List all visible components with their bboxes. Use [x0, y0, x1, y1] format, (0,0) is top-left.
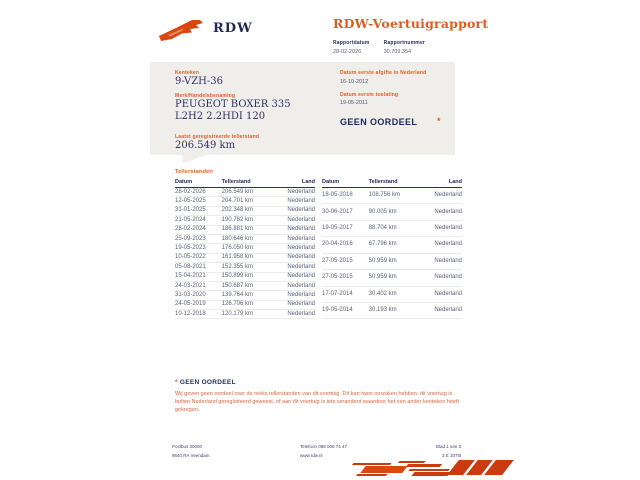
odometer-tables	[175, 179, 462, 319]
cell-tellerstand: 67.796 km	[369, 237, 416, 253]
table-row	[175, 234, 315, 243]
report-date-value: 28-02-2026	[333, 48, 362, 55]
cell-datum: 19-05-2014	[322, 302, 369, 319]
cell-tellerstand: 30.402 km	[369, 286, 416, 302]
cell-datum: 27-05-2015	[322, 253, 369, 269]
eerste-toelating-label: Datum eerste toelating	[340, 91, 399, 98]
cell-tellerstand: 190.782 km	[222, 216, 269, 225]
verdict-footnote	[175, 379, 466, 414]
footnote-heading	[175, 379, 466, 386]
panel-tail-decoration	[183, 155, 207, 163]
verdict-asterisk: *	[437, 116, 441, 126]
eerste-toelating-value: 19-05-2011	[340, 100, 368, 106]
cell-tellerstand: 150.687 km	[222, 281, 269, 290]
footnote-title: GEEN OORDEEL	[179, 379, 236, 386]
odometer-table-left	[175, 179, 315, 319]
cell-datum: 19-05-2023	[175, 244, 222, 253]
cell-datum: 21-05-2024	[175, 216, 222, 225]
cell-tellerstand: 176.050 km	[222, 244, 269, 253]
cell-datum: 27-05-2015	[322, 270, 369, 286]
table-row	[175, 281, 315, 290]
verdict-text: GEEN OORDEEL	[340, 117, 418, 127]
table-row	[322, 302, 462, 319]
table-row	[322, 204, 462, 220]
cell-datum: 28-02-2026	[175, 188, 222, 197]
vehicle-info-right	[340, 70, 452, 127]
cell-tellerstand: 126.706 km	[222, 300, 269, 309]
cell-tellerstand: 204.701 km	[222, 197, 269, 206]
cell-datum: 10-12-2018	[175, 310, 222, 319]
cell-land: Nederland	[415, 237, 462, 253]
cell-datum: 20-04-2016	[322, 237, 369, 253]
cell-tellerstand: 202.348 km	[222, 206, 269, 215]
cell-land: Nederland	[268, 263, 315, 272]
vehicle-info-left	[175, 70, 325, 152]
cell-tellerstand: 186.881 km	[222, 225, 269, 234]
table-row	[322, 270, 462, 286]
footer-page-info	[395, 444, 461, 458]
cell-land: Nederland	[268, 281, 315, 290]
cell-datum: 24-05-2019	[175, 300, 222, 309]
cell-tellerstand: 152.355 km	[222, 263, 269, 272]
cell-datum: 12-05-2025	[175, 197, 222, 206]
footer-contact	[300, 444, 347, 458]
report-number-value: 30.709.354	[383, 48, 412, 55]
cell-datum: 24-03-2021	[175, 281, 222, 290]
cell-tellerstand: 139.764 km	[222, 291, 269, 300]
table-row	[175, 300, 315, 309]
table-header-row	[322, 179, 462, 188]
stripe	[411, 472, 450, 476]
stripe	[360, 466, 407, 473]
cell-datum: 31-01-2025	[175, 206, 222, 215]
footer-address-line2: 9640 RA Veendam	[172, 452, 210, 458]
table-row	[322, 286, 462, 302]
report-number-label: Rapportnummer	[383, 40, 426, 46]
column-header-datum: Datum	[322, 179, 369, 188]
stripe-slash	[481, 460, 495, 475]
cell-tellerstand: 88.704 km	[369, 220, 416, 236]
table-row	[175, 272, 315, 281]
footnote-text: Wij geven geen oordeel over de reeks tellerstanden van dit voertuig. Dit kan twee oorzaken hebben: dit voertuig is buiten Nederland geregistreerd geweest, of aan dit voertuig is iets veranderd waardoor het een ander kenteken heeft gekregen.	[175, 391, 460, 413]
report-date-label: Rapportdatum	[333, 40, 370, 46]
cell-land: Nederland	[415, 220, 462, 236]
report-number-block	[384, 40, 426, 55]
eerste-afgifte-value: 16-10-2012	[340, 78, 369, 85]
falcon-logo-icon	[158, 14, 204, 42]
table-row	[322, 237, 462, 253]
cell-tellerstand: 150.899 km	[222, 272, 269, 281]
column-header-tellerstand: Tellerstand	[369, 179, 416, 188]
stripe	[398, 461, 425, 463]
laatste-tellerstand-label: Laatst geregistreerde tellerstand	[175, 134, 260, 140]
cell-land: Nederland	[268, 310, 315, 319]
cell-datum: 30-06-2017	[322, 204, 369, 220]
footnote-asterisk: *	[175, 379, 178, 386]
cell-tellerstand: 180.646 km	[222, 234, 269, 243]
table-row	[175, 206, 315, 215]
cell-land: Nederland	[415, 188, 462, 204]
kenteken-value: 9-VZH-36	[175, 76, 224, 87]
cell-tellerstand: 206.549 km	[222, 188, 269, 197]
cell-land: Nederland	[415, 204, 462, 220]
table-row	[175, 188, 315, 197]
footer-address	[172, 444, 210, 458]
footer-address-line1: Postbus 30000	[172, 444, 203, 449]
report-title: RDW-Voertuigrapport	[333, 16, 489, 31]
table-row	[175, 263, 315, 272]
footer-website: www.rdw.nl	[300, 452, 323, 458]
cell-land: Nederland	[268, 188, 315, 197]
speed-stripes-decoration	[345, 457, 512, 479]
cell-land: Nederland	[268, 206, 315, 215]
table-row	[175, 291, 315, 300]
cell-datum: 28-02-2024	[175, 225, 222, 234]
cell-land: Nederland	[268, 253, 315, 262]
cell-tellerstand: 50.959 km	[369, 270, 416, 286]
table-row	[175, 253, 315, 262]
footer-page-number: Blad 1 van 3	[435, 444, 461, 449]
cell-datum: 05-08-2021	[175, 263, 222, 272]
rdw-logo	[158, 14, 253, 42]
table-row	[322, 220, 462, 236]
cell-land: Nederland	[268, 234, 315, 243]
cell-datum: 31-03-2020	[175, 291, 222, 300]
cell-land: Nederland	[268, 216, 315, 225]
footer-phone: Telefoon 088 008 74 47	[300, 444, 348, 449]
cell-datum: 15-04-2021	[175, 272, 222, 281]
cell-tellerstand: 50.959 km	[369, 253, 416, 269]
cell-land: Nederland	[268, 272, 315, 281]
cell-tellerstand: 30.193 km	[369, 302, 416, 319]
table-row	[322, 253, 462, 269]
odometer-table-right	[322, 179, 462, 319]
stripe	[447, 460, 514, 475]
column-header-tellerstand: Tellerstand	[222, 179, 269, 188]
column-header-land: Land	[415, 179, 462, 188]
cell-land: Nederland	[268, 225, 315, 234]
cell-land: Nederland	[415, 270, 462, 286]
footer-document-code: 3 E 1075l	[441, 452, 461, 458]
cell-datum: 17-07-2014	[322, 286, 369, 302]
report-header	[333, 16, 508, 55]
stripe	[352, 463, 391, 465]
merk-value-line2: L2H2 2.2HDI 120	[175, 111, 266, 122]
cell-land: Nederland	[268, 291, 315, 300]
stripe-slash	[463, 460, 477, 475]
table-row	[322, 188, 462, 204]
cell-land: Nederland	[268, 244, 315, 253]
cell-tellerstand: 90.005 km	[369, 204, 416, 220]
column-header-datum: Datum	[175, 179, 222, 188]
eerste-afgifte-label: Datum eerste afgifte in Nederland	[340, 70, 427, 76]
merk-label: Merk/Handelsbenaming	[175, 93, 236, 99]
table-row	[175, 310, 315, 319]
cell-datum: 10-05-2022	[175, 253, 222, 262]
cell-land: Nederland	[268, 197, 315, 206]
rdw-wordmark: RDW	[213, 20, 253, 36]
cell-datum: 18-05-2018	[322, 188, 369, 204]
cell-datum: 19-05-2017	[322, 220, 369, 236]
cell-tellerstand: 161.958 km	[222, 253, 269, 262]
report-meta	[333, 40, 508, 55]
cell-tellerstand: 108.756 km	[369, 188, 416, 204]
odometer-section	[175, 169, 462, 319]
kenteken-label: Kenteken	[175, 70, 200, 76]
cell-datum: 25-09-2023	[175, 234, 222, 243]
cell-land: Nederland	[415, 253, 462, 269]
column-header-land: Land	[268, 179, 315, 188]
cell-land: Nederland	[415, 302, 462, 319]
table-header-row	[175, 179, 315, 188]
laatste-tellerstand-value: 206.549 km	[175, 140, 236, 151]
cell-land: Nederland	[415, 286, 462, 302]
table-row	[175, 244, 315, 253]
table-row	[175, 216, 315, 225]
report-date-block	[333, 40, 370, 55]
table-row	[175, 197, 315, 206]
odometer-section-title: Tellerstanden	[175, 169, 213, 175]
merk-value-line1: PEUGEOT BOXER 335	[175, 99, 291, 110]
stripe	[406, 464, 442, 467]
stripe	[356, 474, 387, 476]
cell-tellerstand: 120.179 km	[222, 310, 269, 319]
stripe	[408, 469, 450, 471]
table-row	[175, 225, 315, 234]
cell-land: Nederland	[268, 300, 315, 309]
